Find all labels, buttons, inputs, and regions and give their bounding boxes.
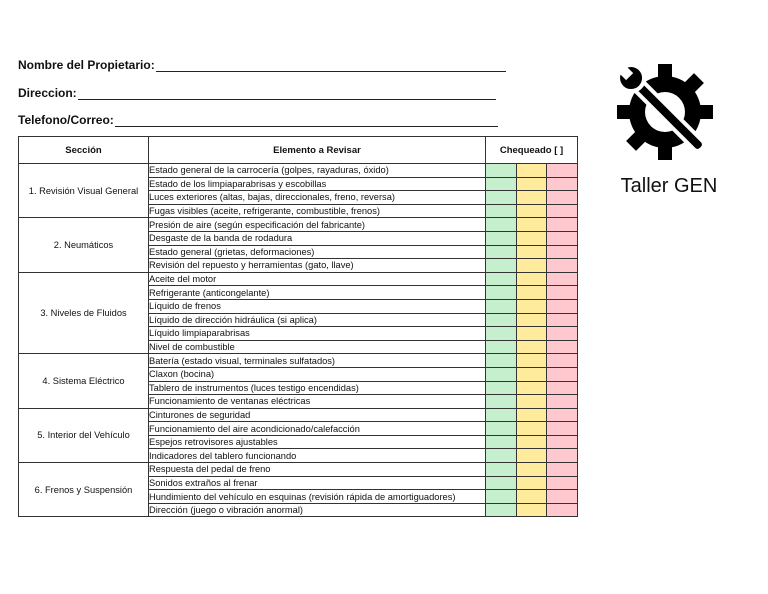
check-green[interactable]: [486, 463, 517, 477]
check-green[interactable]: [486, 259, 517, 273]
item-text: Cinturones de seguridad: [149, 408, 486, 422]
section-name: 1. Revisión Visual General: [19, 164, 149, 218]
check-red[interactable]: [547, 177, 578, 191]
item-text: Nivel de combustible: [149, 340, 486, 354]
check-red[interactable]: [547, 463, 578, 477]
check-red[interactable]: [547, 327, 578, 341]
check-red[interactable]: [547, 340, 578, 354]
item-text: Aceite del motor: [149, 272, 486, 286]
check-green[interactable]: [486, 299, 517, 313]
header-checked: Chequeado [ ]: [486, 137, 578, 164]
check-yellow[interactable]: [517, 218, 547, 232]
check-green[interactable]: [486, 354, 517, 368]
check-red[interactable]: [547, 435, 578, 449]
check-yellow[interactable]: [517, 177, 547, 191]
address-label: Direccion:: [18, 86, 77, 100]
item-text: Dirección (juego o vibración anormal): [149, 503, 486, 517]
check-yellow[interactable]: [517, 476, 547, 490]
check-green[interactable]: [486, 272, 517, 286]
check-green[interactable]: [486, 381, 517, 395]
table-row: [19, 218, 578, 232]
check-yellow[interactable]: [517, 354, 547, 368]
check-red[interactable]: [547, 408, 578, 422]
check-red[interactable]: [547, 449, 578, 463]
check-red[interactable]: [547, 204, 578, 218]
item-text: Claxon (bocina): [149, 367, 486, 381]
item-text: Tablero de instrumentos (luces testigo encendidas): [149, 381, 486, 395]
section-name: 3. Niveles de Fluidos: [19, 272, 149, 354]
check-green[interactable]: [486, 449, 517, 463]
item-text: Revisión del repuesto y herramientas (gato, llave): [149, 259, 486, 273]
check-green[interactable]: [486, 286, 517, 300]
item-text: Sonidos extraños al frenar: [149, 476, 486, 490]
check-red[interactable]: [547, 503, 578, 517]
check-red[interactable]: [547, 218, 578, 232]
check-green[interactable]: [486, 490, 517, 504]
owner-field: [18, 58, 506, 72]
owner-label: Nombre del Propietario:: [18, 58, 155, 72]
item-text: Hundimiento del vehículo en esquinas (revisión rápida de amortiguadores): [149, 490, 486, 504]
section-name: 6. Frenos y Suspensión: [19, 463, 149, 517]
item-text: Líquido de frenos: [149, 299, 486, 313]
phone-field: [18, 113, 498, 127]
check-yellow[interactable]: [517, 191, 547, 205]
check-yellow[interactable]: [517, 299, 547, 313]
check-red[interactable]: [547, 299, 578, 313]
address-field: [18, 86, 496, 100]
item-text: Refrigerante (anticongelante): [149, 286, 486, 300]
gear-wrench-icon: [612, 54, 718, 166]
table-row: [19, 463, 578, 477]
check-green[interactable]: [486, 218, 517, 232]
table-row: [19, 164, 578, 178]
item-text: Indicadores del tablero funcionando: [149, 449, 486, 463]
check-yellow[interactable]: [517, 340, 547, 354]
check-green[interactable]: [486, 245, 517, 259]
address-line[interactable]: [78, 87, 496, 100]
check-green[interactable]: [486, 367, 517, 381]
check-red[interactable]: [547, 367, 578, 381]
check-red[interactable]: [547, 164, 578, 178]
owner-line[interactable]: [156, 59, 506, 72]
checklist-body: [19, 164, 578, 517]
check-green[interactable]: [486, 177, 517, 191]
item-text: Estado general de la carrocería (golpes, rayaduras, óxido): [149, 164, 486, 178]
check-yellow[interactable]: [517, 164, 547, 178]
check-yellow[interactable]: [517, 231, 547, 245]
check-yellow[interactable]: [517, 503, 547, 517]
check-red[interactable]: [547, 231, 578, 245]
item-text: Líquido de dirección hidráulica (si aplica): [149, 313, 486, 327]
section-name: 5. Interior del Vehículo: [19, 408, 149, 462]
check-green[interactable]: [486, 503, 517, 517]
check-yellow[interactable]: [517, 313, 547, 327]
table-row: [19, 354, 578, 368]
checklist-table: [18, 136, 578, 517]
check-green[interactable]: [486, 204, 517, 218]
check-yellow[interactable]: [517, 395, 547, 409]
check-yellow[interactable]: [517, 245, 547, 259]
check-yellow[interactable]: [517, 449, 547, 463]
header-item: Elemento a Revisar: [149, 137, 486, 164]
item-text: Fugas visibles (aceite, refrigerante, combustible, frenos): [149, 204, 486, 218]
check-yellow[interactable]: [517, 327, 547, 341]
check-yellow[interactable]: [517, 381, 547, 395]
check-yellow[interactable]: [517, 435, 547, 449]
section-name: 4. Sistema Eléctrico: [19, 354, 149, 408]
check-green[interactable]: [486, 408, 517, 422]
table-row: [19, 408, 578, 422]
check-yellow[interactable]: [517, 286, 547, 300]
check-red[interactable]: [547, 354, 578, 368]
header-section: Sección: [19, 137, 149, 164]
check-green[interactable]: [486, 422, 517, 436]
check-red[interactable]: [547, 395, 578, 409]
check-yellow[interactable]: [517, 367, 547, 381]
check-yellow[interactable]: [517, 259, 547, 273]
check-red[interactable]: [547, 313, 578, 327]
check-yellow[interactable]: [517, 490, 547, 504]
check-red[interactable]: [547, 272, 578, 286]
item-text: Desgaste de la banda de rodadura: [149, 231, 486, 245]
logo-name: Taller GEN: [620, 175, 718, 197]
check-yellow[interactable]: [517, 272, 547, 286]
check-yellow[interactable]: [517, 204, 547, 218]
check-green[interactable]: [486, 231, 517, 245]
header-row: [19, 137, 578, 164]
check-green[interactable]: [486, 340, 517, 354]
item-text: Líquido limpiaparabrisas: [149, 327, 486, 341]
item-text: Batería (estado visual, terminales sulfatados): [149, 354, 486, 368]
table-row: [19, 272, 578, 286]
check-green[interactable]: [486, 395, 517, 409]
item-text: Luces exteriores (altas, bajas, direccionales, freno, reversa): [149, 191, 486, 205]
phone-label: Telefono/Correo:: [18, 113, 114, 127]
item-text: Estado general (grietas, deformaciones): [149, 245, 486, 259]
check-red[interactable]: [547, 286, 578, 300]
check-red[interactable]: [547, 490, 578, 504]
check-yellow[interactable]: [517, 408, 547, 422]
check-yellow[interactable]: [517, 463, 547, 477]
check-red[interactable]: [547, 381, 578, 395]
item-text: Estado de los limpiaparabrisas y escobillas: [149, 177, 486, 191]
item-text: Funcionamiento de ventanas eléctricas: [149, 395, 486, 409]
section-name: 2. Neumáticos: [19, 218, 149, 272]
check-yellow[interactable]: [517, 422, 547, 436]
check-green[interactable]: [486, 435, 517, 449]
item-text: Presión de aire (según especificación del fabricante): [149, 218, 486, 232]
check-red[interactable]: [547, 422, 578, 436]
phone-line[interactable]: [115, 114, 498, 127]
check-green[interactable]: [486, 313, 517, 327]
check-red[interactable]: [547, 259, 578, 273]
check-red[interactable]: [547, 245, 578, 259]
item-text: Espejos retrovisores ajustables: [149, 435, 486, 449]
check-green[interactable]: [486, 164, 517, 178]
check-green[interactable]: [486, 476, 517, 490]
item-text: Respuesta del pedal de freno: [149, 463, 486, 477]
check-green[interactable]: [486, 327, 517, 341]
check-red[interactable]: [547, 476, 578, 490]
check-red[interactable]: [547, 191, 578, 205]
item-text: Funcionamiento del aire acondicionado/calefacción: [149, 422, 486, 436]
check-green[interactable]: [486, 191, 517, 205]
